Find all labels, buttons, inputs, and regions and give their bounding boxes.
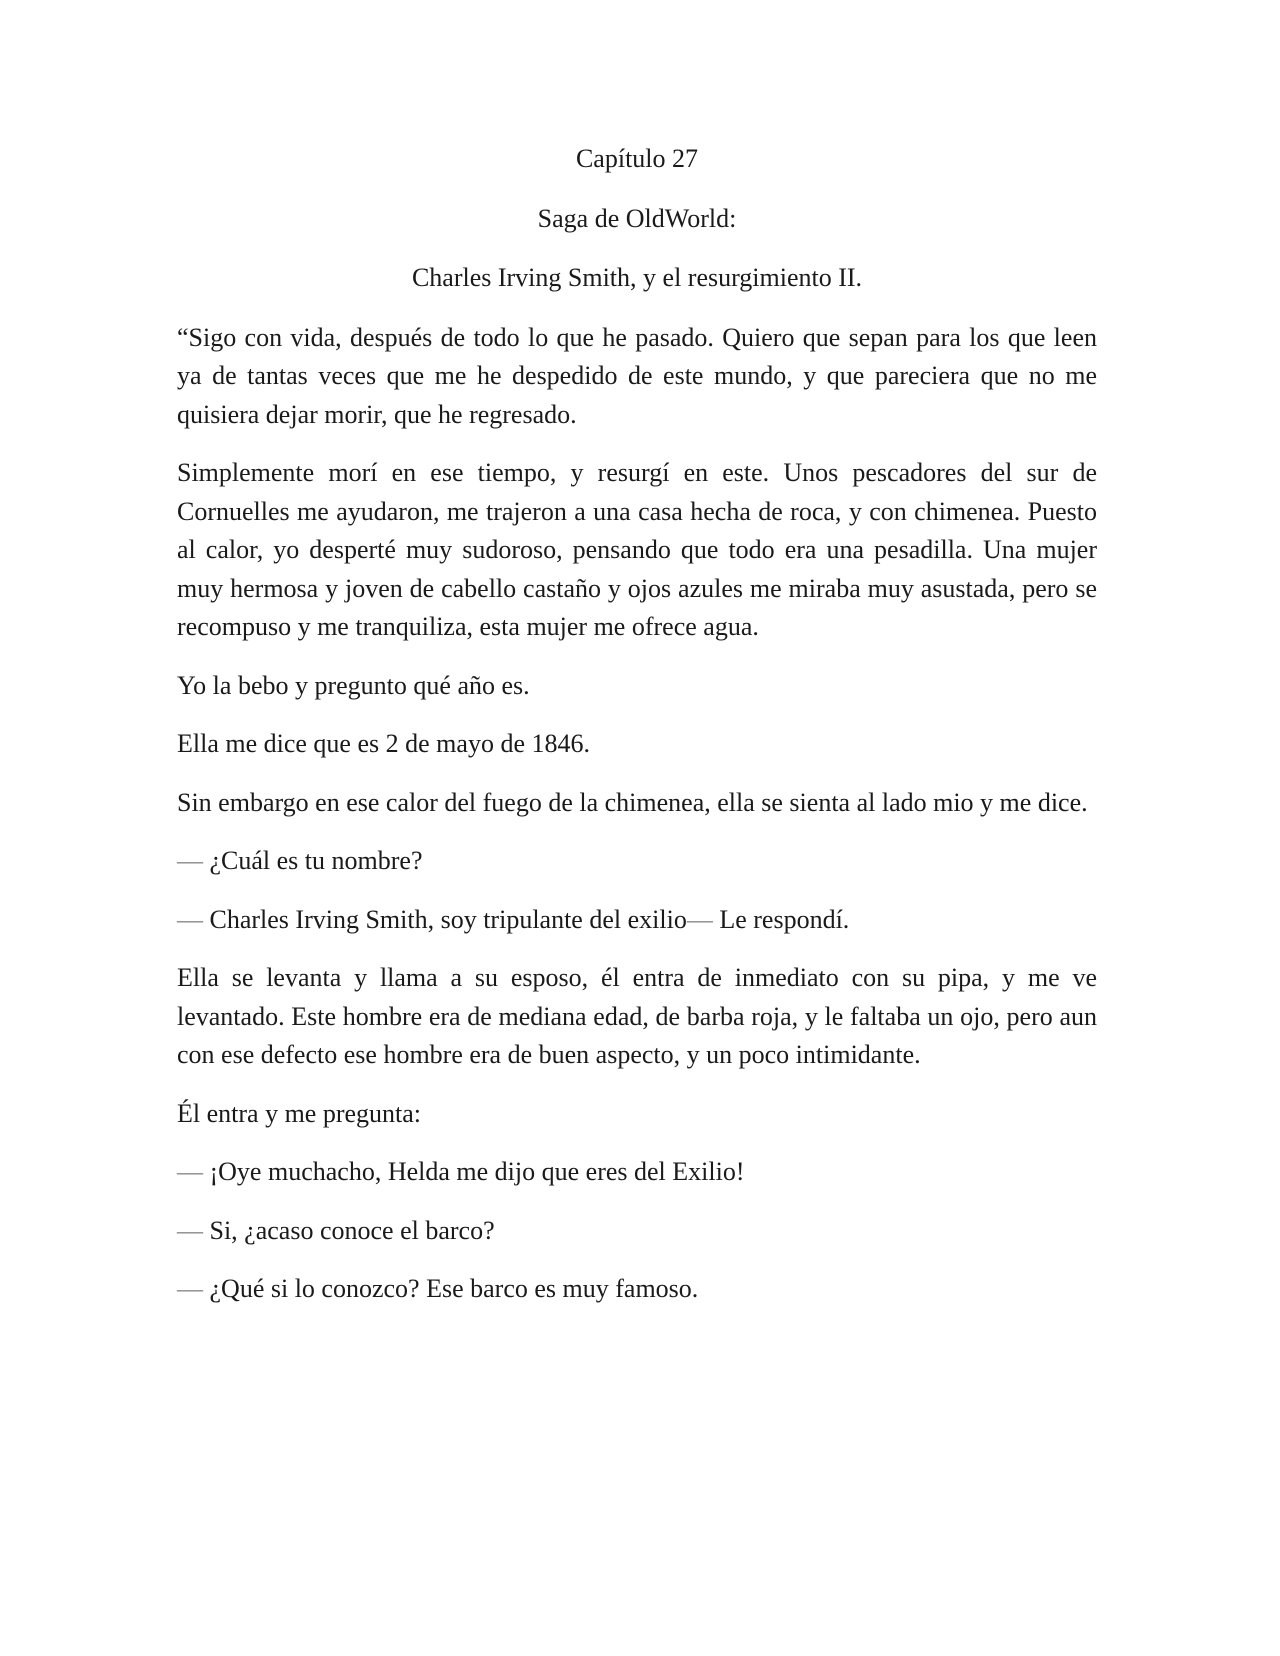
paragraph-3: Yo la bebo y pregunto qué año es.: [177, 670, 530, 700]
dialog-dash: —: [177, 1157, 203, 1186]
saga-title: Saga de OldWorld:: [537, 203, 737, 233]
dialog-tag: Le respondí.: [719, 904, 850, 934]
dialog-line-5: [177, 1270, 1097, 1309]
paragraph-1: “Sigo con vida, después de todo lo que he pasado. Quiero que sepan para los que leen ya de tantas veces que me he despedido de este mundo, y que pareciera que no me quisiera dejar morir, que he regresado.: [177, 322, 1097, 429]
dialog-text: Si, ¿acaso conoce el barco?: [209, 1215, 495, 1245]
dialog-text: ¡Oye muchacho, Helda me dijo que eres del Exilio!: [209, 1157, 745, 1186]
dialog-dash: —: [686, 904, 713, 934]
dialog-dash: —: [177, 1274, 203, 1303]
paragraph-7: Él entra y me pregunta:: [177, 1098, 422, 1128]
dialog-line-2: [177, 901, 1097, 940]
dialog-dash: —: [177, 1215, 203, 1245]
paragraph-6: Ella se levanta y llama a su esposo, él entra de inmediato con su pipa, y me ve levantado. Este hombre era de mediana edad, de barba roja, y le faltaba un ojo, pero aun con ese defecto ese hombre era de buen aspecto, y un poco intimidante.: [177, 963, 1097, 1069]
document-page: [177, 140, 1097, 1329]
chapter-subtitle: Charles Irving Smith, y el resurgimiento II.: [411, 263, 863, 292]
dialog-line-3: [177, 1153, 1097, 1192]
chapter-title: Capítulo 27: [575, 144, 699, 173]
dialog-text: Charles Irving Smith, soy tripulante del exilio: [209, 904, 687, 934]
dialog-text: ¿Qué si lo conozco? Ese barco es muy famoso.: [209, 1274, 699, 1303]
dialog-line-1: [177, 842, 1097, 881]
dialog-line-4: [177, 1212, 1097, 1251]
paragraph-4: Ella me dice que es 2 de mayo de 1846.: [177, 729, 590, 758]
paragraph-5: Sin embargo en ese calor del fuego de la chimenea, ella se sienta al lado mio y me dice.: [177, 787, 1088, 817]
dialog-dash: —: [177, 846, 203, 875]
dialog-dash: —: [177, 904, 203, 934]
dialog-text: ¿Cuál es tu nombre?: [209, 846, 423, 875]
paragraph-2: Simplemente morí en ese tiempo, y resurgí en este. Unos pescadores del sur de Cornuelles me ayudaron, me trajeron a una casa hecha de roca, y con chimenea. Puesto al calor, yo desperté muy sudoroso, pensando que todo era una pesadilla. Una mujer muy hermosa y joven de cabello castaño y ojos azules me miraba muy asustada, pero se recompuso y me tranquiliza, esta mujer me ofrece agua.: [177, 458, 1097, 641]
